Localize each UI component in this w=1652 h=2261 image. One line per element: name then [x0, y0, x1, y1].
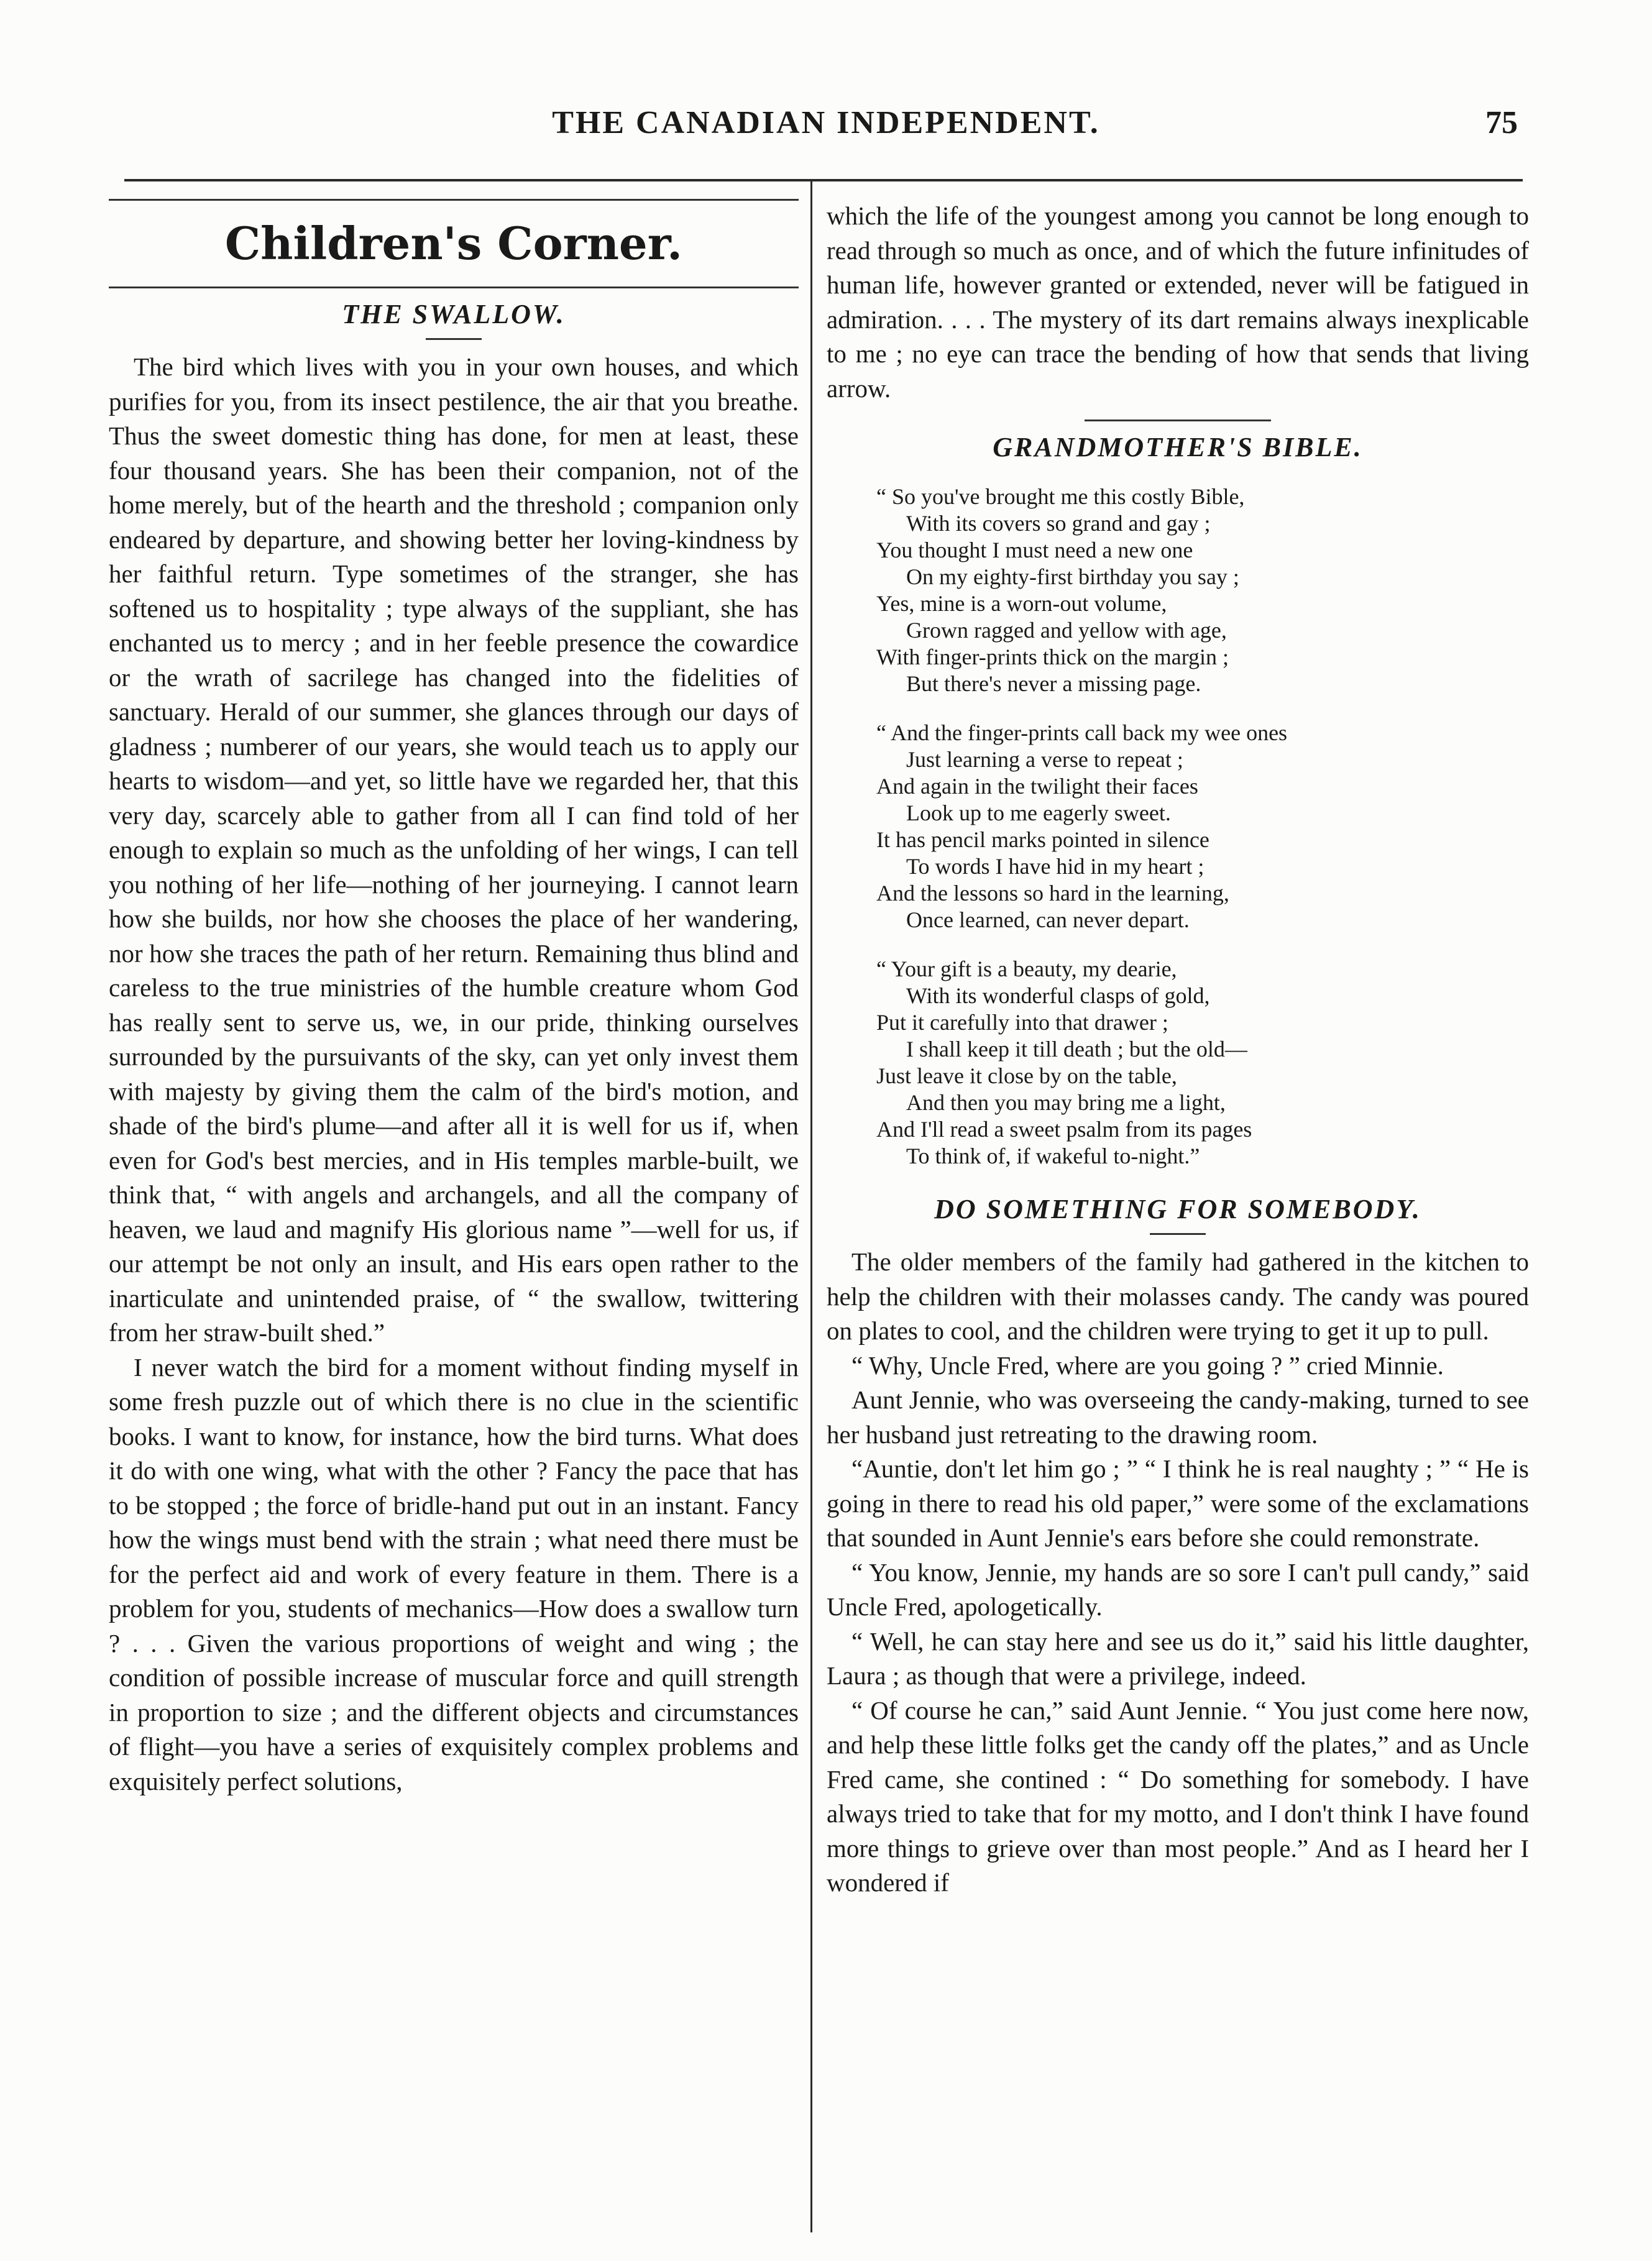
- poem-line: Once learned, can never depart.: [906, 907, 1190, 932]
- story-paragraph: “ Well, he can stay here and see us do it,” said his little daughter, Laura ; as though that were a privilege, indeed.: [827, 1626, 1529, 1690]
- poem-title: GRANDMOTHER'S BIBLE.: [993, 432, 1363, 462]
- childrens-corner-title: Children's Corner.: [224, 217, 683, 270]
- poem-line: With its wonderful clasps of gold,: [906, 983, 1210, 1008]
- poem-line: Put it carefully into that drawer ;: [876, 1010, 1168, 1035]
- poem-line: Yes, mine is a worn-out volume,: [876, 591, 1167, 616]
- article-paragraph: I never watch the bird for a moment without finding myself in some fresh puzzle out of which there is no clue in the scientific books. I want to know, for instance, how the bird turns. What does it do with one wing, what with the other ? Fancy the pace that has to be stopped ; the force of bridle-hand put out in an instant. Fancy how the wings must bend with the strain ; what need there must be for the perfect aid and work of every feature in them. There is a problem for you, students of mechanics—How does a swallow turn ? . . . Given the various proportions of weight and wing ; the condition of possible increase of muscular force and quill strength in proportion to size ; and the different objects and circumstances of flight—you have a series of exquisitely complex problems and exquisitely perfect solutions,: [109, 1352, 799, 1796]
- article-continuation: which the life of the youngest among you cannot be long enough to read through so much as once, and of which the future infinitudes of human life, however granted or extended, never will be fatigued in admiration. . . . The mystery of its dart remains always inexplicable to me ; no eye can trace the bending of how that sends that living arrow.: [827, 201, 1529, 403]
- poem-line: To words I have hid in my heart ;: [906, 854, 1205, 879]
- poem-line: To think of, if wakeful to-night.”: [906, 1144, 1200, 1168]
- poem-line: Just learning a verse to repeat ;: [906, 747, 1183, 772]
- header-rule: [124, 179, 1523, 181]
- poem-line: And I'll read a sweet psalm from its pages: [876, 1117, 1252, 1142]
- poem-line: Just leave it close by on the table,: [876, 1063, 1177, 1088]
- right-column: [827, 199, 1529, 1901]
- page-number: 75: [1485, 105, 1518, 140]
- poem-line: With finger-prints thick on the margin ;: [876, 644, 1229, 669]
- story-paragraph: Aunt Jennie, who was overseeing the candy-making, turned to see her husband just retreating to the drawing room.: [827, 1385, 1529, 1449]
- story-paragraph: “Auntie, don't let him go ; ” “ I think he is real naughty ; ” “ He is going in there to read his old paper,” were some of the exclamations that sounded in Aunt Jennie's ears before she could remonstrate.: [827, 1454, 1529, 1552]
- poem-line: Look up to me eagerly sweet.: [906, 800, 1171, 825]
- poem-line: It has pencil marks pointed in silence: [876, 827, 1209, 852]
- story-paragraph: “ Of course he can,” said Aunt Jennie. “ You just come here now, and help these little folks get the candy off the plates,” and as Uncle Fred came, she contined : “ Do something for somebody. I have always tried to take that for my motto, and I don't think I have found more things to grieve over than most people.” And as I heard her I wondered if: [827, 1695, 1529, 1897]
- section-rule: [109, 199, 799, 201]
- story-title: DO SOMETHING FOR SOMEBODY.: [934, 1194, 1421, 1224]
- poem-line: “ So you've brought me this costly Bible,: [876, 484, 1245, 509]
- left-column: [109, 199, 799, 1799]
- page-header-title: THE CANADIAN INDEPENDENT.: [552, 105, 1100, 140]
- poem-stanza: [876, 720, 1529, 933]
- poem-line: “ Your gift is a beauty, my dearie,: [876, 956, 1177, 981]
- poem-line: And again in the twilight their faces: [876, 774, 1198, 799]
- poem-stanza: [876, 956, 1529, 1170]
- poem-line: With its covers so grand and gay ;: [906, 511, 1211, 536]
- poem-line: “ And the finger-prints call back my wee ones: [876, 720, 1288, 745]
- column-divider: [810, 181, 812, 2232]
- poem-line: You thought I must need a new one: [876, 538, 1193, 562]
- section-rule: [1085, 420, 1271, 421]
- story-paragraph: “ Why, Uncle Fred, where are you going ? ” cried Minnie.: [851, 1351, 1444, 1380]
- poem-line: And then you may bring me a light,: [906, 1090, 1226, 1115]
- title-underline: [426, 338, 482, 340]
- poem-stanza: [876, 484, 1529, 697]
- poem-line: But there's never a missing page.: [906, 671, 1201, 696]
- title-underline: [1150, 1233, 1206, 1235]
- article-title: THE SWALLOW.: [342, 299, 566, 329]
- poem-line: Grown ragged and yellow with age,: [906, 618, 1227, 643]
- article-paragraph: The bird which lives with you in your own houses, and which purifies for you, from its insect pestilence, the air that you breathe. Thus the sweet domestic thing has done, for men at least, these four thousand years. She has been their companion, not of the home merely, but of the hearth and the threshold ; companion only endeared by departure, and showing better her loving-kindness by her faithful return. Type sometimes of the stranger, she has softened us to hospitality ; type always of the suppliant, she has enchanted us to mercy ; and in her feeble presence the cowardice or the wrath of sacrilege has changed into the fidelities of sanctuary. Herald of our summer, she glances through our days of gladness ; numberer of our years, she would teach us to apply our hearts to wisdom—and yet, so little have we regarded her, that this very day, scarcely able to gather from all I can find told of her enough to explain so much as the unfolding of her wings, I can tell you nothing of her life—nothing of her journeying. I cannot learn how she builds, nor how she chooses the place of her wandering, nor how she traces the path of her return. Remaining thus blind and careless to the true ministries of the humble creature whom God has really sent to serve us, we, in our pride, thinking ourselves surrounded by the pursuivants of the sky, can yet only invest them with majesty by giving them the calm of the bird's motion, and shade of the bird's plume—and after all it is well for us if, when even for God's best mercies, and in His temples marble-built, we think that, “ with angels and archangels, and all the company of heaven, we laud and magnify His glorious name ”—well for us, if our attempt be not only an insult, and His ears open rather to the inarticulate and unintended praise, of “ the swallow, twittering from her straw-built shed.”: [109, 352, 799, 1347]
- poem-line: I shall keep it till death ; but the old—: [906, 1037, 1247, 1062]
- story-paragraph: The older members of the family had gathered in the kitchen to help the children with their molasses candy. The candy was poured on plates to cool, and the children were trying to get it up to pull.: [827, 1247, 1529, 1345]
- poem-line: And the lessons so hard in the learning,: [876, 881, 1229, 906]
- poem-line: On my eighty-first birthday you say ;: [906, 564, 1239, 589]
- section-rule: [109, 287, 799, 288]
- poem: [876, 484, 1529, 1170]
- story-paragraph: “ You know, Jennie, my hands are so sore I can't pull candy,” said Uncle Fred, apologetically.: [827, 1557, 1529, 1621]
